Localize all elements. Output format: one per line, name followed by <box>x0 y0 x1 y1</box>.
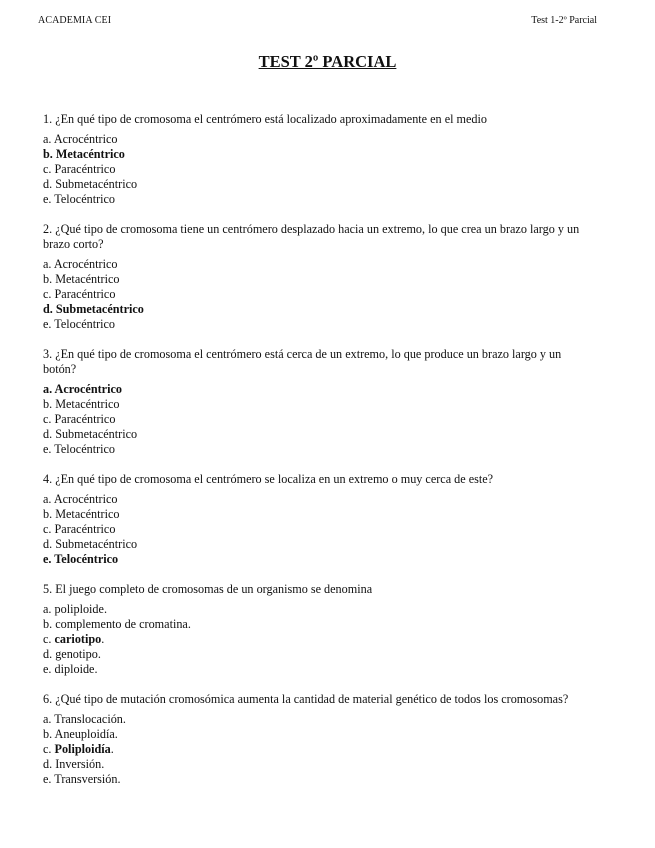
option-c <box>43 632 595 647</box>
option-letter: b. <box>43 272 53 286</box>
option-label: genotipo <box>55 647 98 661</box>
option-label: Acrocéntrico <box>53 132 118 146</box>
question-text: 6. ¿Qué tipo de mutación cromosómica aumenta la cantidad de material genético de todos los cromosomas? <box>43 692 569 706</box>
option-d <box>43 537 595 552</box>
option-label: Metacéntrico <box>55 507 120 521</box>
option-letter: a. <box>43 602 52 616</box>
question-text: 1. ¿En qué tipo de cromosoma el centrómero está localizado aproximadamente en el medio <box>43 112 487 126</box>
option-letter: b. <box>43 727 53 741</box>
option-letter: e. <box>43 772 52 786</box>
question-3 <box>43 347 595 457</box>
question-6 <box>43 692 595 787</box>
option-label: Acrocéntrico <box>53 257 118 271</box>
option-letter: b. <box>43 147 53 161</box>
option-letter: c. <box>43 742 52 756</box>
option-letter: a. <box>43 492 52 506</box>
option-label: Submetacéntrico <box>55 537 138 551</box>
option-letter: e. <box>43 662 52 676</box>
option-a <box>43 712 595 727</box>
option-letter: e. <box>43 552 52 566</box>
option-letter: c. <box>43 522 52 536</box>
option-label: Transversión <box>54 772 118 786</box>
option-label: Inversión <box>55 757 102 771</box>
option-b <box>43 397 595 412</box>
option-letter: a. <box>43 382 53 396</box>
option-b <box>43 617 595 632</box>
option-label: Acrocéntrico <box>54 382 122 396</box>
question-text: 3. ¿En qué tipo de cromosoma el centrómero está cerca de un extremo, lo que produce un brazo largo y un botón? <box>43 347 562 376</box>
option-c <box>43 742 595 757</box>
question-4 <box>43 472 595 567</box>
option-suffix: . <box>110 742 114 756</box>
option-suffix: . <box>117 772 121 786</box>
option-label: Telocéntrico <box>54 317 116 331</box>
option-label: Telocéntrico <box>54 552 119 566</box>
option-letter: c. <box>43 287 52 301</box>
page-title: TEST 2º PARCIAL <box>258 52 397 71</box>
option-letter: d. <box>43 757 53 771</box>
option-b <box>43 147 595 162</box>
option-c <box>43 287 595 302</box>
option-a <box>43 382 595 397</box>
option-label: Metacéntrico <box>55 397 120 411</box>
option-letter: b. <box>43 397 53 411</box>
question-text: 4. ¿En qué tipo de cromosoma el centrómero se localiza en un extremo o muy cerca de este? <box>43 472 494 486</box>
option-suffix: . <box>101 757 105 771</box>
option-a <box>43 132 595 147</box>
option-label: diploide <box>54 662 95 676</box>
option-letter: e. <box>43 442 52 456</box>
option-letter: d. <box>43 177 53 191</box>
option-label: Paracéntrico <box>54 162 116 176</box>
header-right: Test 1-2º Parcial <box>531 15 597 26</box>
option-label: Telocéntrico <box>54 192 116 206</box>
option-label: Paracéntrico <box>54 522 116 536</box>
option-letter: e. <box>43 192 52 206</box>
option-suffix: . <box>122 712 126 726</box>
option-label: Translocación <box>54 712 123 726</box>
question-text: 2. ¿Qué tipo de cromosoma tiene un centrómero desplazado hacia un extremo, lo que crea un brazo largo y un brazo corto? <box>43 222 580 251</box>
option-d <box>43 427 595 442</box>
option-b <box>43 727 595 742</box>
question-1 <box>43 112 595 207</box>
option-label: Submetacéntrico <box>55 427 138 441</box>
option-label: Submetacéntrico <box>55 177 138 191</box>
option-letter: e. <box>43 317 52 331</box>
option-label: Metacéntrico <box>55 272 120 286</box>
option-e <box>43 192 595 207</box>
option-letter: c. <box>43 412 52 426</box>
header-left: ACADEMIA CEI <box>38 15 112 26</box>
option-letter: d. <box>43 302 53 316</box>
option-label: Paracéntrico <box>54 412 116 426</box>
option-d <box>43 302 595 317</box>
option-label: poliploide <box>54 602 104 616</box>
option-a <box>43 492 595 507</box>
option-letter: d. <box>43 647 53 661</box>
option-label: Telocéntrico <box>54 442 116 456</box>
option-label: Metacéntrico <box>55 147 125 161</box>
option-d <box>43 177 595 192</box>
option-a <box>43 257 595 272</box>
option-suffix: . <box>97 647 101 661</box>
option-label: Submetacéntrico <box>55 302 144 316</box>
question-text: 5. El juego completo de cromosomas de un organismo se denomina <box>43 582 373 596</box>
option-letter: d. <box>43 537 53 551</box>
option-c <box>43 412 595 427</box>
question-2 <box>43 222 595 332</box>
option-suffix: . <box>187 617 191 631</box>
option-e <box>43 772 595 787</box>
option-b <box>43 272 595 287</box>
option-label: complemento de cromatina <box>55 617 188 631</box>
option-label: cariotipo <box>54 632 102 646</box>
option-suffix: . <box>94 662 98 676</box>
option-e <box>43 662 595 677</box>
option-letter: c. <box>43 632 52 646</box>
option-e <box>43 442 595 457</box>
option-b <box>43 507 595 522</box>
option-label: Paracéntrico <box>54 287 116 301</box>
option-letter: d. <box>43 427 53 441</box>
option-e <box>43 552 595 567</box>
option-letter: a. <box>43 712 52 726</box>
option-letter: a. <box>43 257 52 271</box>
question-5 <box>43 582 595 677</box>
option-suffix: . <box>101 632 105 646</box>
option-suffix: . <box>114 727 118 741</box>
option-a <box>43 602 595 617</box>
question-list <box>43 112 595 787</box>
option-letter: b. <box>43 617 53 631</box>
option-label: Poliploidía <box>54 742 111 756</box>
option-letter: b. <box>43 507 53 521</box>
option-c <box>43 522 595 537</box>
option-label: Aneuploidía <box>54 727 115 741</box>
option-label: Acrocéntrico <box>53 492 118 506</box>
option-c <box>43 162 595 177</box>
option-e <box>43 317 595 332</box>
option-letter: a. <box>43 132 52 146</box>
option-d <box>43 757 595 772</box>
option-d <box>43 647 595 662</box>
option-letter: c. <box>43 162 52 176</box>
option-suffix: . <box>103 602 107 616</box>
